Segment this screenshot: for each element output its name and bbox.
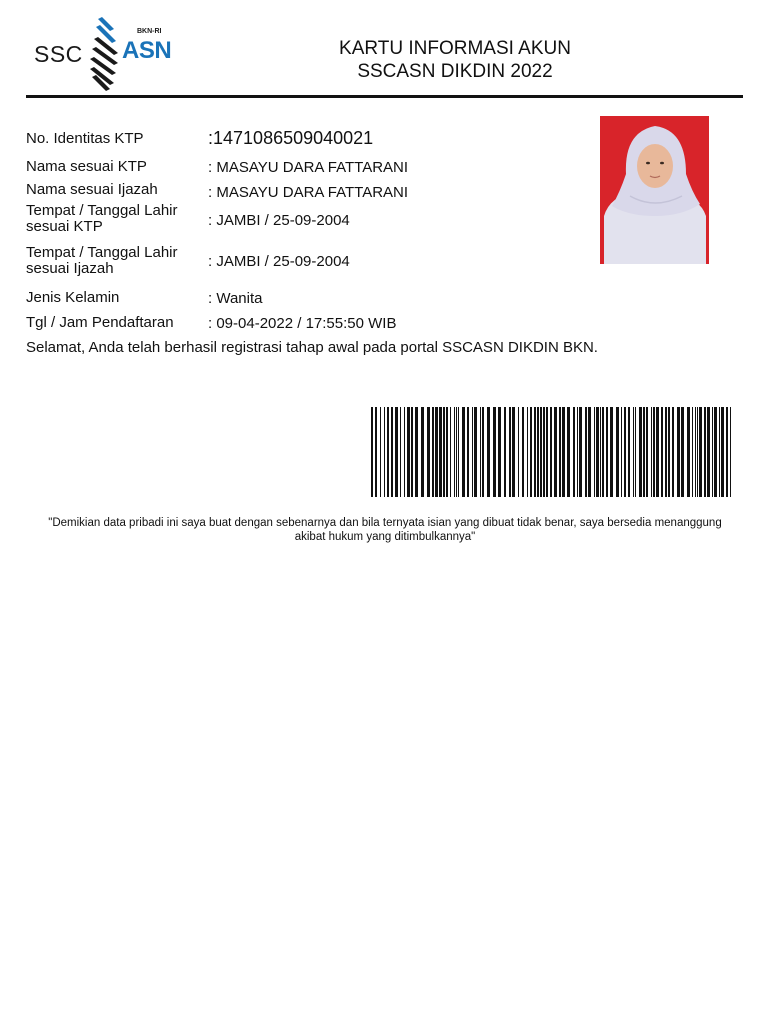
barcode-bar: [588, 407, 591, 497]
logo-text-ssc: SSC: [34, 41, 83, 67]
barcode-bar: [651, 407, 652, 497]
barcode-bar: [646, 407, 648, 497]
barcode-bar: [692, 407, 693, 497]
header-divider: [26, 95, 743, 98]
barcode-bar: [391, 407, 393, 497]
barcode-bar: [474, 407, 477, 497]
value-gender-text: Wanita: [216, 290, 263, 307]
barcode-bar: [726, 407, 728, 497]
barcode-bar: [550, 407, 552, 497]
label-ktp: No. Identitas KTP: [26, 130, 144, 147]
barcode-bar: [677, 407, 680, 497]
barcode-bar: [458, 407, 459, 497]
barcode-bar: [712, 407, 713, 497]
barcode-bar: [540, 407, 542, 497]
barcode-bar: [462, 407, 465, 497]
barcode-bar: [498, 407, 501, 497]
barcode-bar: [375, 407, 377, 497]
barcode-bar: [407, 407, 410, 497]
barcode-bar: [522, 407, 524, 497]
barcode-bar: [554, 407, 557, 497]
page-title: KARTU INFORMASI AKUN: [339, 38, 571, 59]
barcode-bar: [411, 407, 413, 497]
label-ttl-ktp-line1: Tempat / Tanggal Lahir: [26, 202, 178, 219]
barcode-bar: [443, 407, 445, 497]
barcode-bar: [721, 407, 724, 497]
barcode-bar: [446, 407, 448, 497]
barcode-bar: [730, 407, 731, 497]
barcode-bar: [537, 407, 539, 497]
barcode-bar: [585, 407, 587, 497]
label-ttl-ijazah-line1: Tempat / Tanggal Lahir: [26, 244, 178, 261]
value-ttl-ijazah-text: JAMBI / 25-09-2004: [216, 253, 350, 270]
barcode-bar: [480, 407, 481, 497]
person-photo-icon: [600, 116, 709, 264]
label-ttl-ijazah-line2: sesuai Ijazah: [26, 260, 114, 277]
barcode-bar: [628, 407, 630, 497]
barcode-bar: [697, 407, 698, 497]
barcode-bar: [534, 407, 536, 497]
label-ttl-ijazah: [26, 245, 178, 277]
value-nama-ktp: : MASAYU DARA FATTARANI: [208, 159, 409, 176]
value-ttl-ktp-text: JAMBI / 25-09-2004: [216, 212, 350, 229]
barcode-bar: [387, 407, 389, 497]
barcode-bar: [624, 407, 626, 497]
label-nama-ijazah: Nama sesuai Ijazah: [26, 181, 158, 198]
barcode-bar: [380, 407, 381, 497]
value-ttl-ktp: : JAMBI / 25-09-2004: [208, 212, 350, 229]
declaration-statement: "Demikian data pribadi ini saya buat dengan sebenarnya dan bila ternyata isian yang dibuat tidak benar, saya bersedia menanggung akibat hukum yang ditimbulkannya": [48, 517, 722, 543]
value-nama-ijazah: : MASAYU DARA FATTARANI: [208, 184, 409, 201]
barcode-bar: [704, 407, 706, 497]
barcode-bar: [699, 407, 702, 497]
barcode-bar: [450, 407, 451, 497]
label-ttl-ktp: [26, 203, 178, 235]
barcode-bar: [371, 407, 373, 497]
profile-photo: [600, 116, 709, 264]
barcode-bar: [512, 407, 515, 497]
barcode-icon: [370, 407, 732, 497]
value-ktp-text: 1471086509040021: [213, 128, 374, 148]
barcode-bar: [600, 407, 601, 497]
barcode-bar: [472, 407, 473, 497]
logo-text-bkn: BKN-RI: [137, 28, 162, 35]
barcode-bar: [621, 407, 622, 497]
barcode-bar: [493, 407, 496, 497]
barcode-bar: [681, 407, 684, 497]
barcode-bar: [567, 407, 570, 497]
value-nama-ktp-text: MASAYU DARA FATTARANI: [216, 159, 409, 176]
value-ktp: :1471086509040021: [208, 128, 374, 148]
barcode-bar: [456, 407, 457, 497]
barcode-bar: [596, 407, 599, 497]
sscasn-logo: [30, 15, 180, 91]
barcode-bar: [656, 407, 659, 497]
barcode-bar: [687, 407, 690, 497]
barcode-bar: [643, 407, 645, 497]
barcode-bar: [454, 407, 455, 497]
barcode-bar: [427, 407, 430, 497]
barcode-bar: [661, 407, 663, 497]
barcode-bar: [395, 407, 398, 497]
barcode-bar: [509, 407, 511, 497]
barcode-bar: [653, 407, 655, 497]
barcode-bar: [719, 407, 720, 497]
barcode-bar: [635, 407, 636, 497]
value-registered: : 09-04-2022 / 17:55:50 WIB: [208, 315, 397, 332]
barcode-bar: [404, 407, 405, 497]
barcode-bar: [530, 407, 532, 497]
value-gender: : Wanita: [208, 290, 263, 307]
barcode-bar: [487, 407, 490, 497]
barcode-bar: [594, 407, 595, 497]
barcode-bar: [518, 407, 519, 497]
barcode-bar: [384, 407, 385, 497]
page-subtitle: SSCASN DIKDIN 2022: [357, 61, 553, 82]
barcode-bar: [562, 407, 565, 497]
barcode-bar: [668, 407, 670, 497]
barcode-bar: [602, 407, 604, 497]
label-nama-ktp: Nama sesuai KTP: [26, 158, 147, 175]
barcode-bar: [546, 407, 548, 497]
barcode-bar: [421, 407, 424, 497]
barcode-bar: [439, 407, 442, 497]
barcode-bar: [435, 407, 438, 497]
barcode-bar: [432, 407, 434, 497]
barcode-bar: [559, 407, 561, 497]
registration-barcode: [370, 407, 732, 497]
barcode-bar: [543, 407, 545, 497]
barcode-bar: [579, 407, 582, 497]
barcode-bar: [639, 407, 642, 497]
value-ttl-ijazah: : JAMBI / 25-09-2004: [208, 253, 350, 270]
barcode-bar: [610, 407, 613, 497]
value-registered-text: 09-04-2022 / 17:55:50 WIB: [216, 315, 397, 332]
barcode-bar: [482, 407, 484, 497]
label-gender: Jenis Kelamin: [26, 289, 120, 306]
success-message: Selamat, Anda telah berhasil registrasi tahap awal pada portal SSCASN DIKDIN BKN.: [26, 339, 598, 356]
barcode-bar: [695, 407, 696, 497]
barcode-bar: [665, 407, 667, 497]
barcode-bar: [400, 407, 401, 497]
barcode-bar: [672, 407, 674, 497]
label-ttl-ktp-line2: sesuai KTP: [26, 218, 103, 235]
barcode-bar: [467, 407, 469, 497]
barcode-bar: [707, 407, 710, 497]
barcode-bar: [633, 407, 634, 497]
barcode-bar: [527, 407, 528, 497]
barcode-bar: [577, 407, 578, 497]
barcode-bar: [415, 407, 418, 497]
barcode-bar: [573, 407, 575, 497]
barcode-bar: [616, 407, 619, 497]
barcode-bar: [504, 407, 506, 497]
barcode-bar: [606, 407, 608, 497]
logo-text-asn: ASN: [122, 37, 172, 64]
label-registered: Tgl / Jam Pendaftaran: [26, 314, 174, 331]
barcode-bar: [714, 407, 717, 497]
value-nama-ijazah-text: MASAYU DARA FATTARANI: [216, 184, 409, 201]
